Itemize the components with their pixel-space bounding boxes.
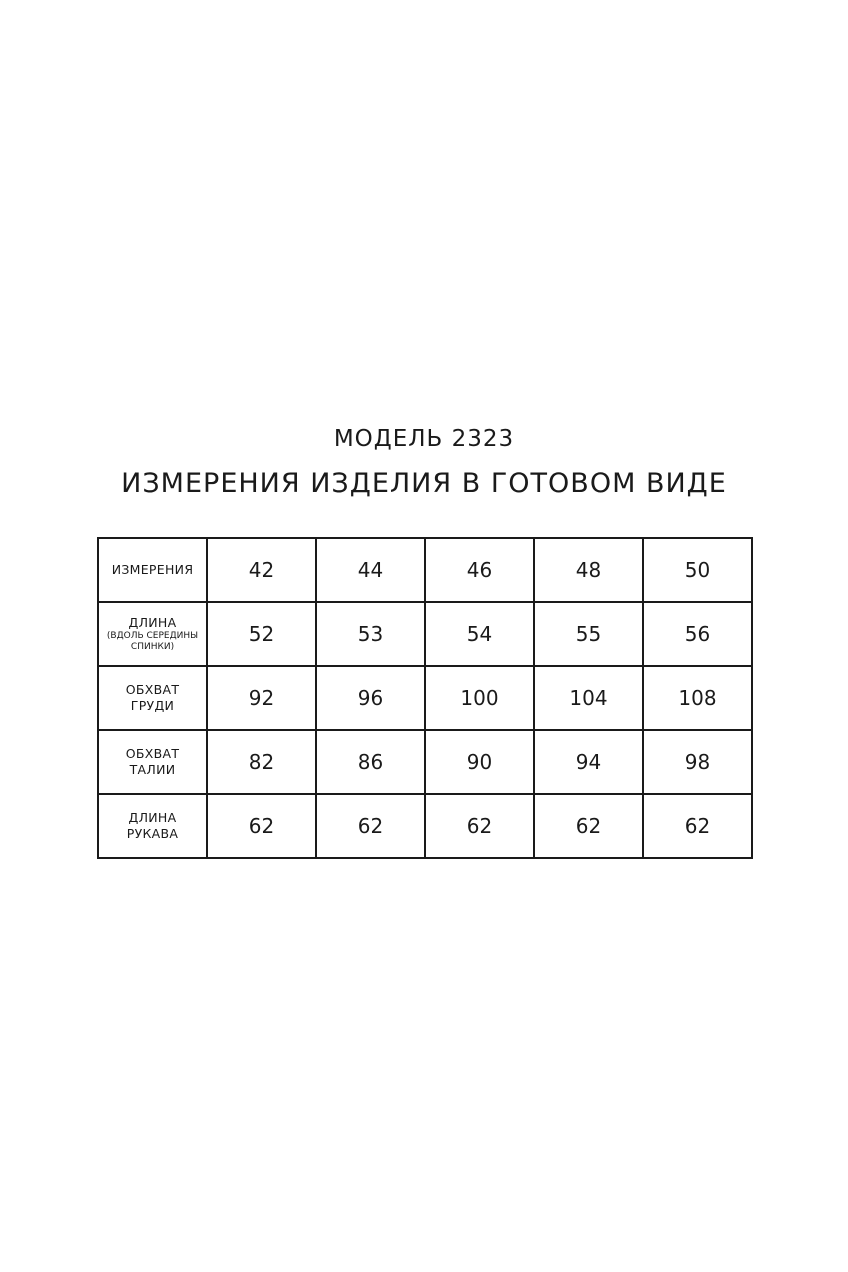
row-label-line: ОБХВАТ — [125, 746, 180, 761]
table-row-waist — [98, 730, 752, 794]
table-cell: 96 — [316, 666, 425, 730]
table-cell: 108 — [643, 666, 752, 730]
table-cell: 90 — [425, 730, 534, 794]
table-cell: 86 — [316, 730, 425, 794]
table-cell: 62 — [425, 794, 534, 858]
table-cell: 62 — [316, 794, 425, 858]
table-cell: 62 — [643, 794, 752, 858]
table-cell: 82 — [207, 730, 316, 794]
table-cell: 54 — [425, 602, 534, 666]
row-sublabel-line: (ВДОЛЬ СЕРЕДИНЫ — [106, 631, 199, 641]
row-label-line: ГРУДИ — [130, 698, 175, 713]
table-cell: 98 — [643, 730, 752, 794]
table-cell: 46 — [425, 538, 534, 602]
table-cell: 62 — [534, 794, 643, 858]
table-cell: 104 — [534, 666, 643, 730]
row-label — [98, 538, 207, 602]
table-cell: 56 — [643, 602, 752, 666]
row-label-line: РУКАВА — [126, 826, 179, 841]
table-cell: 44 — [316, 538, 425, 602]
table-cell: 55 — [534, 602, 643, 666]
row-label — [98, 794, 207, 858]
table-cell: 50 — [643, 538, 752, 602]
size-table — [97, 537, 753, 859]
table-row-length — [98, 602, 752, 666]
row-label-line: ТАЛИИ — [129, 762, 176, 777]
table-row-measurements — [98, 538, 752, 602]
table-cell: 42 — [207, 538, 316, 602]
table-cell: 100 — [425, 666, 534, 730]
table-cell: 62 — [207, 794, 316, 858]
table-cell: 48 — [534, 538, 643, 602]
model-title: МОДЕЛЬ 2323 — [333, 426, 515, 452]
row-label-line: ОБХВАТ — [125, 682, 180, 697]
table-cell: 92 — [207, 666, 316, 730]
row-sublabel-line: СПИНКИ) — [130, 642, 175, 652]
row-label — [98, 666, 207, 730]
row-label — [98, 730, 207, 794]
row-label — [98, 602, 207, 666]
row-label-line: ДЛИНА — [128, 615, 177, 630]
table-cell: 52 — [207, 602, 316, 666]
table-row-chest — [98, 666, 752, 730]
table-cell: 53 — [316, 602, 425, 666]
table-cell: 94 — [534, 730, 643, 794]
row-label-line: ДЛИНА — [128, 810, 177, 825]
row-label-line: ИЗМЕРЕНИЯ — [111, 562, 194, 577]
page-title: ИЗМЕРЕНИЯ ИЗДЕЛИЯ В ГОТОВОМ ВИДЕ — [121, 468, 727, 499]
table-row-sleeve — [98, 794, 752, 858]
